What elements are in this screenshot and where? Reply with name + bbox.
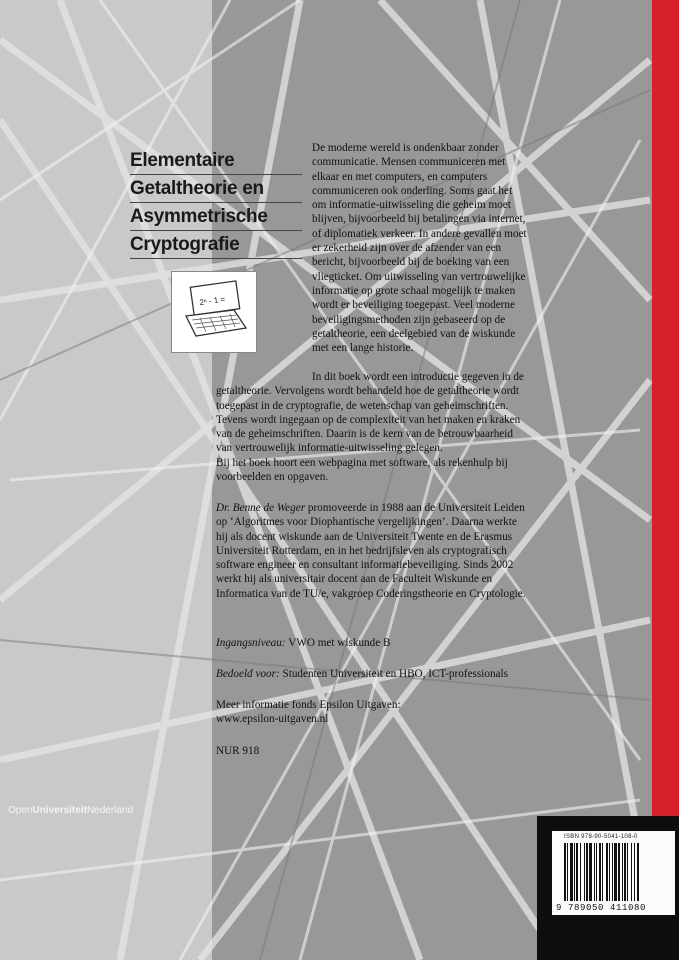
barcode-bar [627,843,628,901]
text-line: beveiligingsmethoden zijn gebaseerd op de [312,313,506,326]
barcode-bar [612,843,613,901]
barcode-bar [586,843,588,901]
barcode-bar [624,843,626,901]
laptop-illustration [171,271,257,353]
entry-level [216,636,390,650]
barcode-bar [606,843,608,901]
publisher-url: www.epsilon-uitgaven.nl [216,713,329,726]
book-title [130,147,302,259]
text-line: communicatie. Mensen communiceren met [312,156,506,169]
barcode-bar [584,843,585,901]
text-line: of diplomatiek verkeer. In andere gevallen moet [312,227,527,240]
barcode-bar [570,843,573,901]
nur-code: NUR 918 [216,745,260,757]
barcode-digits: 9 789050 411080 [556,903,647,913]
barcode-bar [594,843,595,901]
barcode-bar [576,843,578,901]
text-line: getaltheorie. Vervolgens wordt behandeld hoe de getaltheorie wordt [216,385,519,398]
text-line: communiceren ook onderling. Soms gaat het [312,184,513,197]
open-universiteit-logo [8,805,133,816]
text-line: van de geheimschriften. Daarin is de kern van de betrouwbaarheid [216,428,513,441]
barcode-bar [564,843,566,901]
text-line: voorbeelden en opgaven. [216,471,329,484]
text-line: informatie op grote schaal mogelijk te maken [312,284,516,297]
title-line: Asymmetrische [130,203,302,231]
barcode-bar [596,843,597,901]
barcode-bar [622,843,623,901]
logo-part: Open [8,805,33,816]
barcode-bar [589,843,592,901]
barcode-bar [599,843,601,901]
text-line: toegepast in de cryptografie, de wetenschap van geheimschriften. [216,399,509,412]
author-bio [216,501,566,601]
barcode-bar [602,843,603,901]
barcode-bar [634,843,635,901]
text-line: Bij het boek hoort een webpagina met software, als rekenhulp bij [216,456,508,469]
logo-part: Universiteit [32,805,87,816]
intro-paragraph [312,141,527,355]
target-audience-value: Studenten Universiteit en HBO, ICT-professionals [282,668,508,680]
laptop-icon [172,272,256,352]
barcode-bar [609,843,610,901]
text-line: software engineer en consultant informatiebeveiliging. Sinds 2002 [216,559,514,572]
text-line: hij als docent wiskunde aan de Universiteit Twente en de Erasmus [216,530,513,543]
barcode-bar [618,843,620,901]
text-line: Informatica van de TU/e, vakgroep Coderingstheorie en Cryptologie. [216,587,526,600]
more-info-text: Meer informatie fonds Epsilon Uitgaven: [216,699,401,711]
entry-level-label: Ingangsniveau: [216,637,286,649]
text-line: bericht, bijvoorbeeld bij de boeking van een [312,256,510,269]
text-line: elkaar en met computers, en computers [312,170,488,183]
text-line: werkt hij als universitair docent aan de Faculteit Wiskunde en [216,573,493,586]
author-name: Dr. Benne de Weger [216,502,306,514]
barcode-bar [567,843,568,901]
barcode-bar [614,843,617,901]
isbn-text: ISBN 978-90-5041-108-0 [564,834,638,840]
text-line: met een lange historie. [312,342,414,355]
title-line: Getaltheorie en [130,175,302,203]
title-line: Cryptografie [130,231,302,259]
text-line: op ‘Algoritmes voor Diophantische vergelijkingen’. Daarna werkte [216,516,517,529]
barcode-bar [637,843,639,901]
barcode-bar [580,843,581,901]
text-line: De moderne wereld is ondenkbaar zonder [312,142,499,154]
book-description-paragraph [216,370,556,484]
text-line: getaltheorie, een deelgebied van de wiskunde [312,327,516,340]
text-line: promoveerde in 1988 aan de Universiteit Leiden [307,502,525,514]
text-line: wordt er beveiliging toegepast. Veel moderne [312,299,515,312]
text-line: In dit boek wordt een introductie gegeven in de [312,371,524,383]
text-line: vliegticket. Om uitwisseling van vertrouwelijke [312,270,526,283]
more-info [216,698,401,727]
text-line: er zekerheid zijn over de afzender van een [312,242,502,255]
text-line: van vertrouwelijk informatie-uitwisseling gelegen. [216,442,443,455]
barcode-bar [631,843,632,901]
laptop-screen-text: 2ⁿ - 1 = [198,294,226,308]
text-line: Universiteit Rotterdam, en in het bedrijfsleven als cryptografisch [216,544,507,557]
entry-level-value: VWO met wiskunde B [288,637,391,649]
target-audience-label: Bedoeld voor: [216,668,280,680]
text-line: blijven, bijvoorbeeld bij betalingen via internet, [312,213,526,226]
text-line: Tevens wordt ingegaan op de complexiteit van het maken en kraken [216,413,521,426]
title-line: Elementaire [130,147,302,175]
logo-part: Nederland [86,805,134,816]
text-line: om informatie-uitwisseling die geheim moet [312,199,511,212]
target-audience [216,667,508,681]
barcode-bar [574,843,575,901]
barcode-icon [562,843,666,901]
